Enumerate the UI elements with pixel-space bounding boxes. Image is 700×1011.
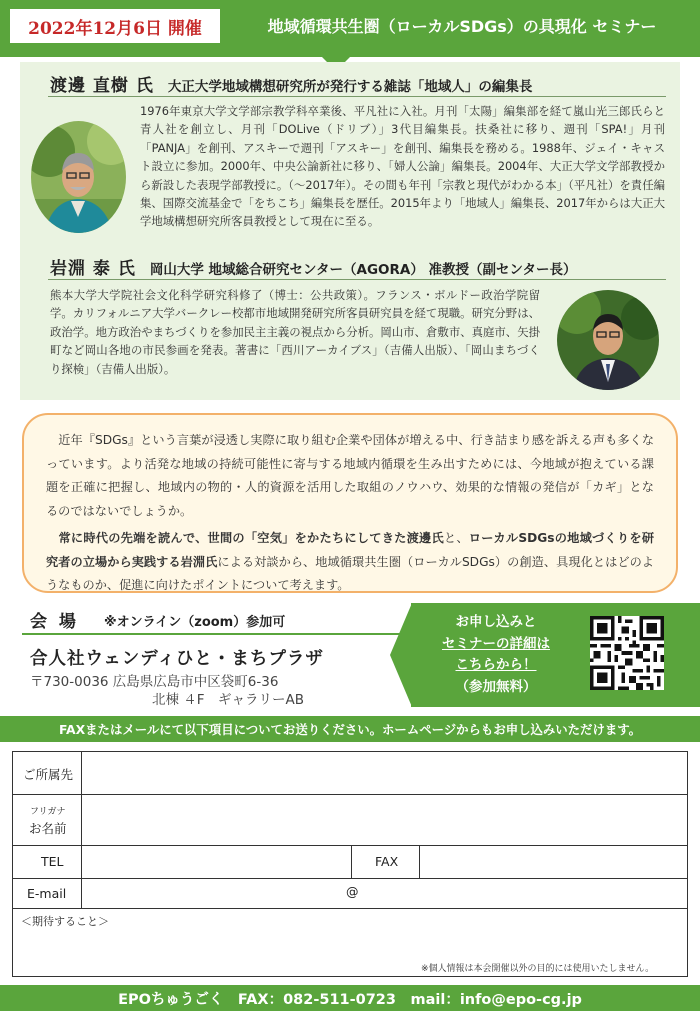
cta-arrow bbox=[390, 603, 412, 707]
speaker-2-title: 岡山大学 地域総合研究センター（AGORA） 准教授（副センター長） bbox=[149, 262, 577, 278]
intro-bubble bbox=[22, 413, 678, 593]
venue-label: 会 場 bbox=[30, 612, 79, 632]
intro-paragraph-1 bbox=[46, 429, 654, 523]
affiliation-field[interactable] bbox=[82, 753, 686, 794]
cta-line-4: （参加無料） bbox=[455, 678, 537, 695]
cta-line-2[interactable]: セミナーの詳細は bbox=[442, 635, 550, 652]
name-label: お名前 bbox=[29, 821, 67, 836]
intro-text-2: による対談から、地域循環共生圏（ローカルSDGs）の創造、具現化とはどのようなものか、促進に向けたポイントについて考えます。 bbox=[46, 554, 654, 592]
speaker-1-bio: 1976年東京大学文学部宗教学科卒業後、平凡社に入社。月刊「太陽」編集部を経て嵐山光三郎氏らと青人社を創立し、月刊「DOLive（ドリブ）」3代目編集長。扶桑社に移り、週刊「SPA!」月刊「PANJA」を創刊、アスキーで週刊「アスキー」を創刊、編集長を務める。1988年、ジェイ・キャスト設立に参加。2000年、中央公論新社に移り、「婦人公論」編集長。2004年、大正大学文学部教授から新設した表現学部教授に。（〜2017年）。その間も年刊「宗教と現代がわかる本」（平凡社）を責任編集、国際交流基金で「をちこち」編集長を歴任。2015年より「地域人」編集長、2017年からは大正大学地域構想研究所客員教授として現在に至る。 bbox=[140, 104, 665, 229]
affiliation-label: ご所属先 bbox=[23, 767, 74, 782]
speaker-2-rule bbox=[48, 279, 666, 280]
intro-paragraph-2 bbox=[46, 527, 654, 598]
expectations-label: ＜期待すること＞ bbox=[21, 915, 109, 928]
speaker-2-heading bbox=[50, 254, 577, 279]
speaker-2-name: 岩淵 泰 氏 bbox=[50, 259, 136, 279]
name-field[interactable] bbox=[82, 795, 686, 845]
speaker-2-bio: 熊本大学大学院社会文化科学研究科修了（博士：公共政策）。フランス・ボルドー政治学院留学。カリフォルニア大学バークレー校都市地域開発研究所客員研究員を経て現職。研究分野は、 政治学。地方政治やまちづくりを参加民主主義の視点から分析。岡山市、倉敷市、真庭市、矢掛町など岡山各地の市民参画を発表。著書に「西川アーカイブス」（吉備人出版）、「岡山まちづくり探検」（吉備人出版）。 bbox=[50, 288, 540, 376]
privacy-note: ※個人情報は本会開催以外の目的には使用いたしません。 bbox=[421, 964, 655, 974]
fax-instruction-bar: FAXまたはメールにて以下項目についてお送りください。ホームページからもお申し込みいただけます。 bbox=[0, 716, 700, 742]
expectations-field[interactable] bbox=[14, 909, 686, 961]
intro-highlight-1: 常に時代の先端を読んで、世間の「空気」をかたちにしてきた渡邊氏 bbox=[58, 531, 444, 545]
email-at-sign: @ bbox=[346, 884, 359, 899]
furigana-label: フリガナ bbox=[30, 807, 66, 817]
cta-line-1: お申し込みと bbox=[455, 614, 537, 630]
venue-address-1: 〒730-0036 広島県広島市中区袋町6-36 bbox=[30, 674, 279, 690]
intro-text-1: 近年『SDGs』という言葉が浸透し実際に取り組む企業や団体が増える中、行き詰まり感を訴える声も多くなっています。より活発な地域の持続可能性に寄与する地域内循環を生み出すためには、今地域が抱えている課題を正確に把握し、地域内の物的・人的資源を活用した取組のノウハウ、効果的な情報の発信が「カギ」となるのではないでしょうか。 bbox=[46, 433, 655, 518]
speaker-1-photo bbox=[31, 121, 126, 233]
venue-rule bbox=[22, 633, 412, 635]
qr-code[interactable] bbox=[590, 616, 664, 690]
tel-field[interactable] bbox=[82, 846, 350, 878]
application-form bbox=[12, 751, 688, 977]
speaker-1-rule bbox=[48, 96, 666, 97]
intro-highlight-2: ローカルSDGsの地域づくりを研究者の立場から実践する岩淵氏 bbox=[46, 531, 655, 569]
speaker-1-heading bbox=[50, 71, 532, 96]
venue-address-2: 北棟 ４F ギャラリーAB bbox=[152, 692, 305, 708]
cta-text[interactable] bbox=[416, 612, 576, 698]
venue-online-note: ※オンライン（zoom）参加可 bbox=[104, 615, 286, 630]
intro-connector: と、 bbox=[443, 531, 469, 545]
fax-label: FAX bbox=[375, 854, 399, 869]
seminar-title: 地域循環共生圏（ローカルSDGs）の具現化 セミナー bbox=[267, 17, 657, 36]
email-label: E-mail bbox=[27, 886, 67, 901]
fax-field[interactable] bbox=[420, 846, 686, 878]
event-date: 2022年12月6日 開催 bbox=[8, 7, 222, 45]
venue-name: 合人社ウェンディひと・まちプラザ bbox=[30, 649, 324, 669]
speaker-2-photo bbox=[557, 290, 659, 390]
cta-line-3[interactable]: こちらから！ bbox=[455, 657, 537, 673]
email-field[interactable] bbox=[82, 879, 686, 908]
tel-label: TEL bbox=[41, 854, 64, 869]
speaker-1-name: 渡邊 直樹 氏 bbox=[50, 76, 154, 96]
form-line bbox=[351, 845, 352, 878]
speaker-1-title: 大正大学地域構想研究所が発行する雑誌「地域人」の編集長 bbox=[167, 79, 533, 95]
footer-contact: EPOちゅうごく FAX：082-511-0723 mail：info@epo-cg.jp bbox=[0, 985, 700, 1011]
